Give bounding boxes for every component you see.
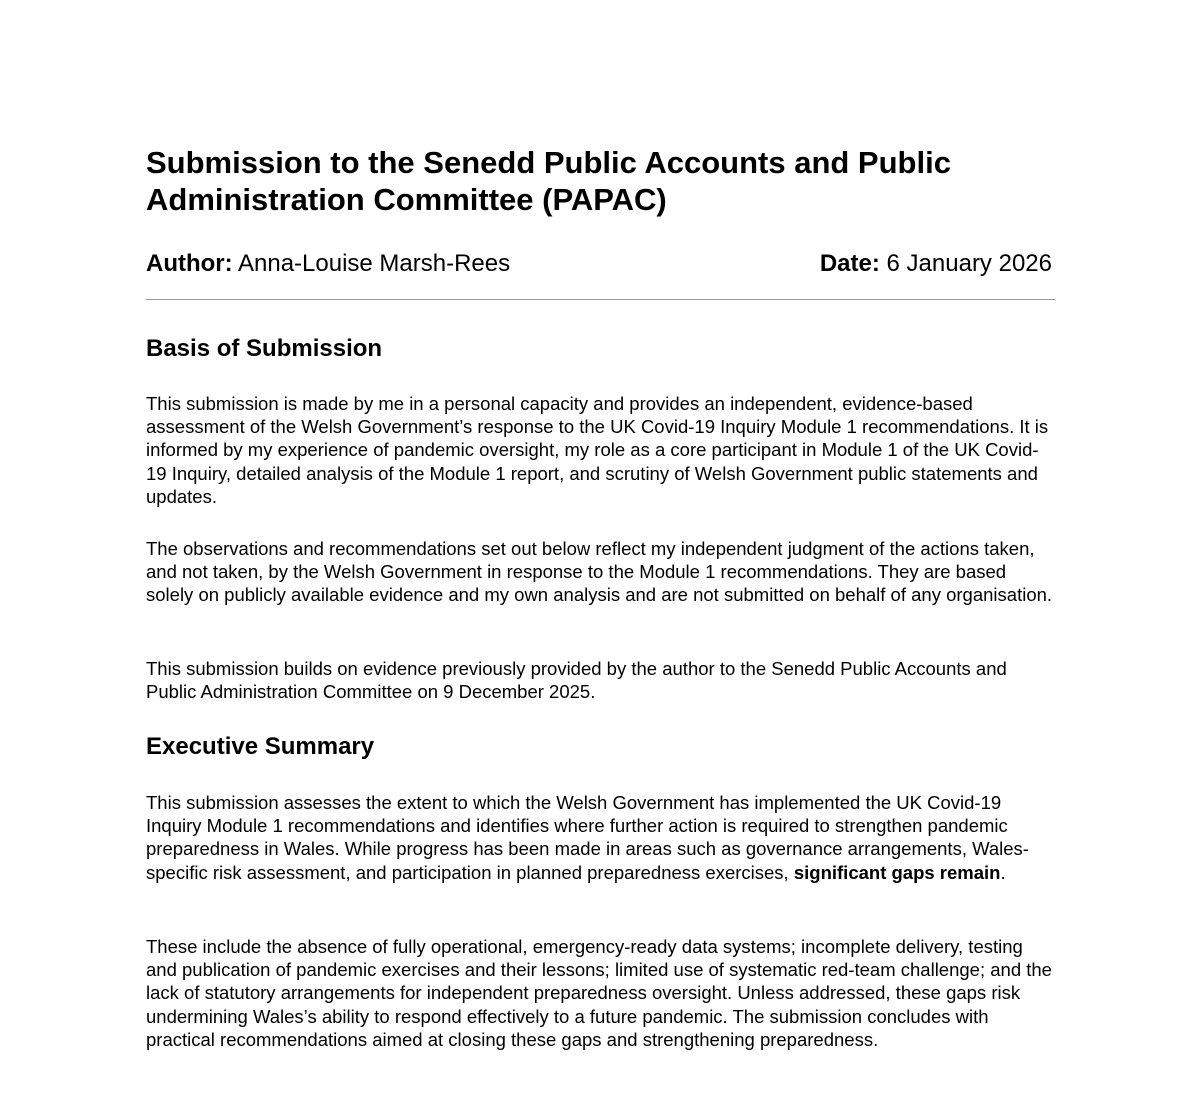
header-divider: [146, 299, 1055, 300]
document-title: Submission to the Senedd Public Accounts and Public Administration Committee (PAPAC): [146, 145, 951, 217]
date-field: [820, 247, 1052, 281]
author-date-row: [146, 247, 1052, 281]
basis-paragraph-3: This submission builds on evidence previously provided by the author to the Senedd Public Accounts and Public Administration Committee on 9 December 2025.: [146, 658, 1007, 703]
author-label: Author:: [146, 250, 233, 277]
executive-paragraph-1-text: This submission assesses the extent to which the Welsh Government has implemented the UK Covid-19 Inquiry Module 1 recommendations and identifies where further action is required to strengthen pandemic preparedness in Wales. While progress has been made in areas such as governance arrangements, Wales-specific risk assessment, and participation in planned preparedness exercises,: [146, 792, 1029, 883]
basis-paragraph-2: The observations and recommendations set out below reflect my independent judgment of the actions taken, and not taken, by the Welsh Government in response to the Module 1 recommendations. They are based solely on publicly available evidence and my own analysis and are not submitted on behalf of any organisation.: [146, 538, 1053, 606]
author-value: Anna-Louise Marsh-Rees: [237, 250, 511, 277]
basis-heading: Basis of Submission: [146, 335, 383, 362]
executive-paragraph-1-end: .: [1000, 861, 1006, 883]
author-field: [146, 247, 510, 281]
executive-paragraph-2: These include the absence of fully operational, emergency-ready data systems; incomplete delivery, testing and publication of pandemic exercises and their lessons; limited use of systematic red-team challenge; and the lack of statutory arrangements for independent preparedness oversight. Unless addressed, these gaps risk undermining Wales’s ability to respond effectively to a future pandemic. The submission concludes with practical recommendations aimed at closing these gaps and strengthening preparedness.: [146, 936, 1052, 1050]
executive-paragraph-1: [146, 791, 1056, 884]
basis-paragraph-1: This submission is made by me in a personal capacity and provides an independent, evidence-based assessment of the Welsh Government’s response to the UK Covid-19 Inquiry Module 1 recommendations. It is informed by my experience of pandemic oversight, my role as a core participant in Module 1 of the UK Covid-19 Inquiry, detailed analysis of the Module 1 report, and scrutiny of Welsh Government public statements and updates.: [146, 393, 1049, 507]
executive-summary-heading: Executive Summary: [146, 733, 375, 760]
date-label: Date:: [819, 250, 880, 277]
significant-gaps-emphasis: significant gaps remain: [793, 861, 1001, 883]
date-value: 6 January 2026: [886, 250, 1052, 277]
